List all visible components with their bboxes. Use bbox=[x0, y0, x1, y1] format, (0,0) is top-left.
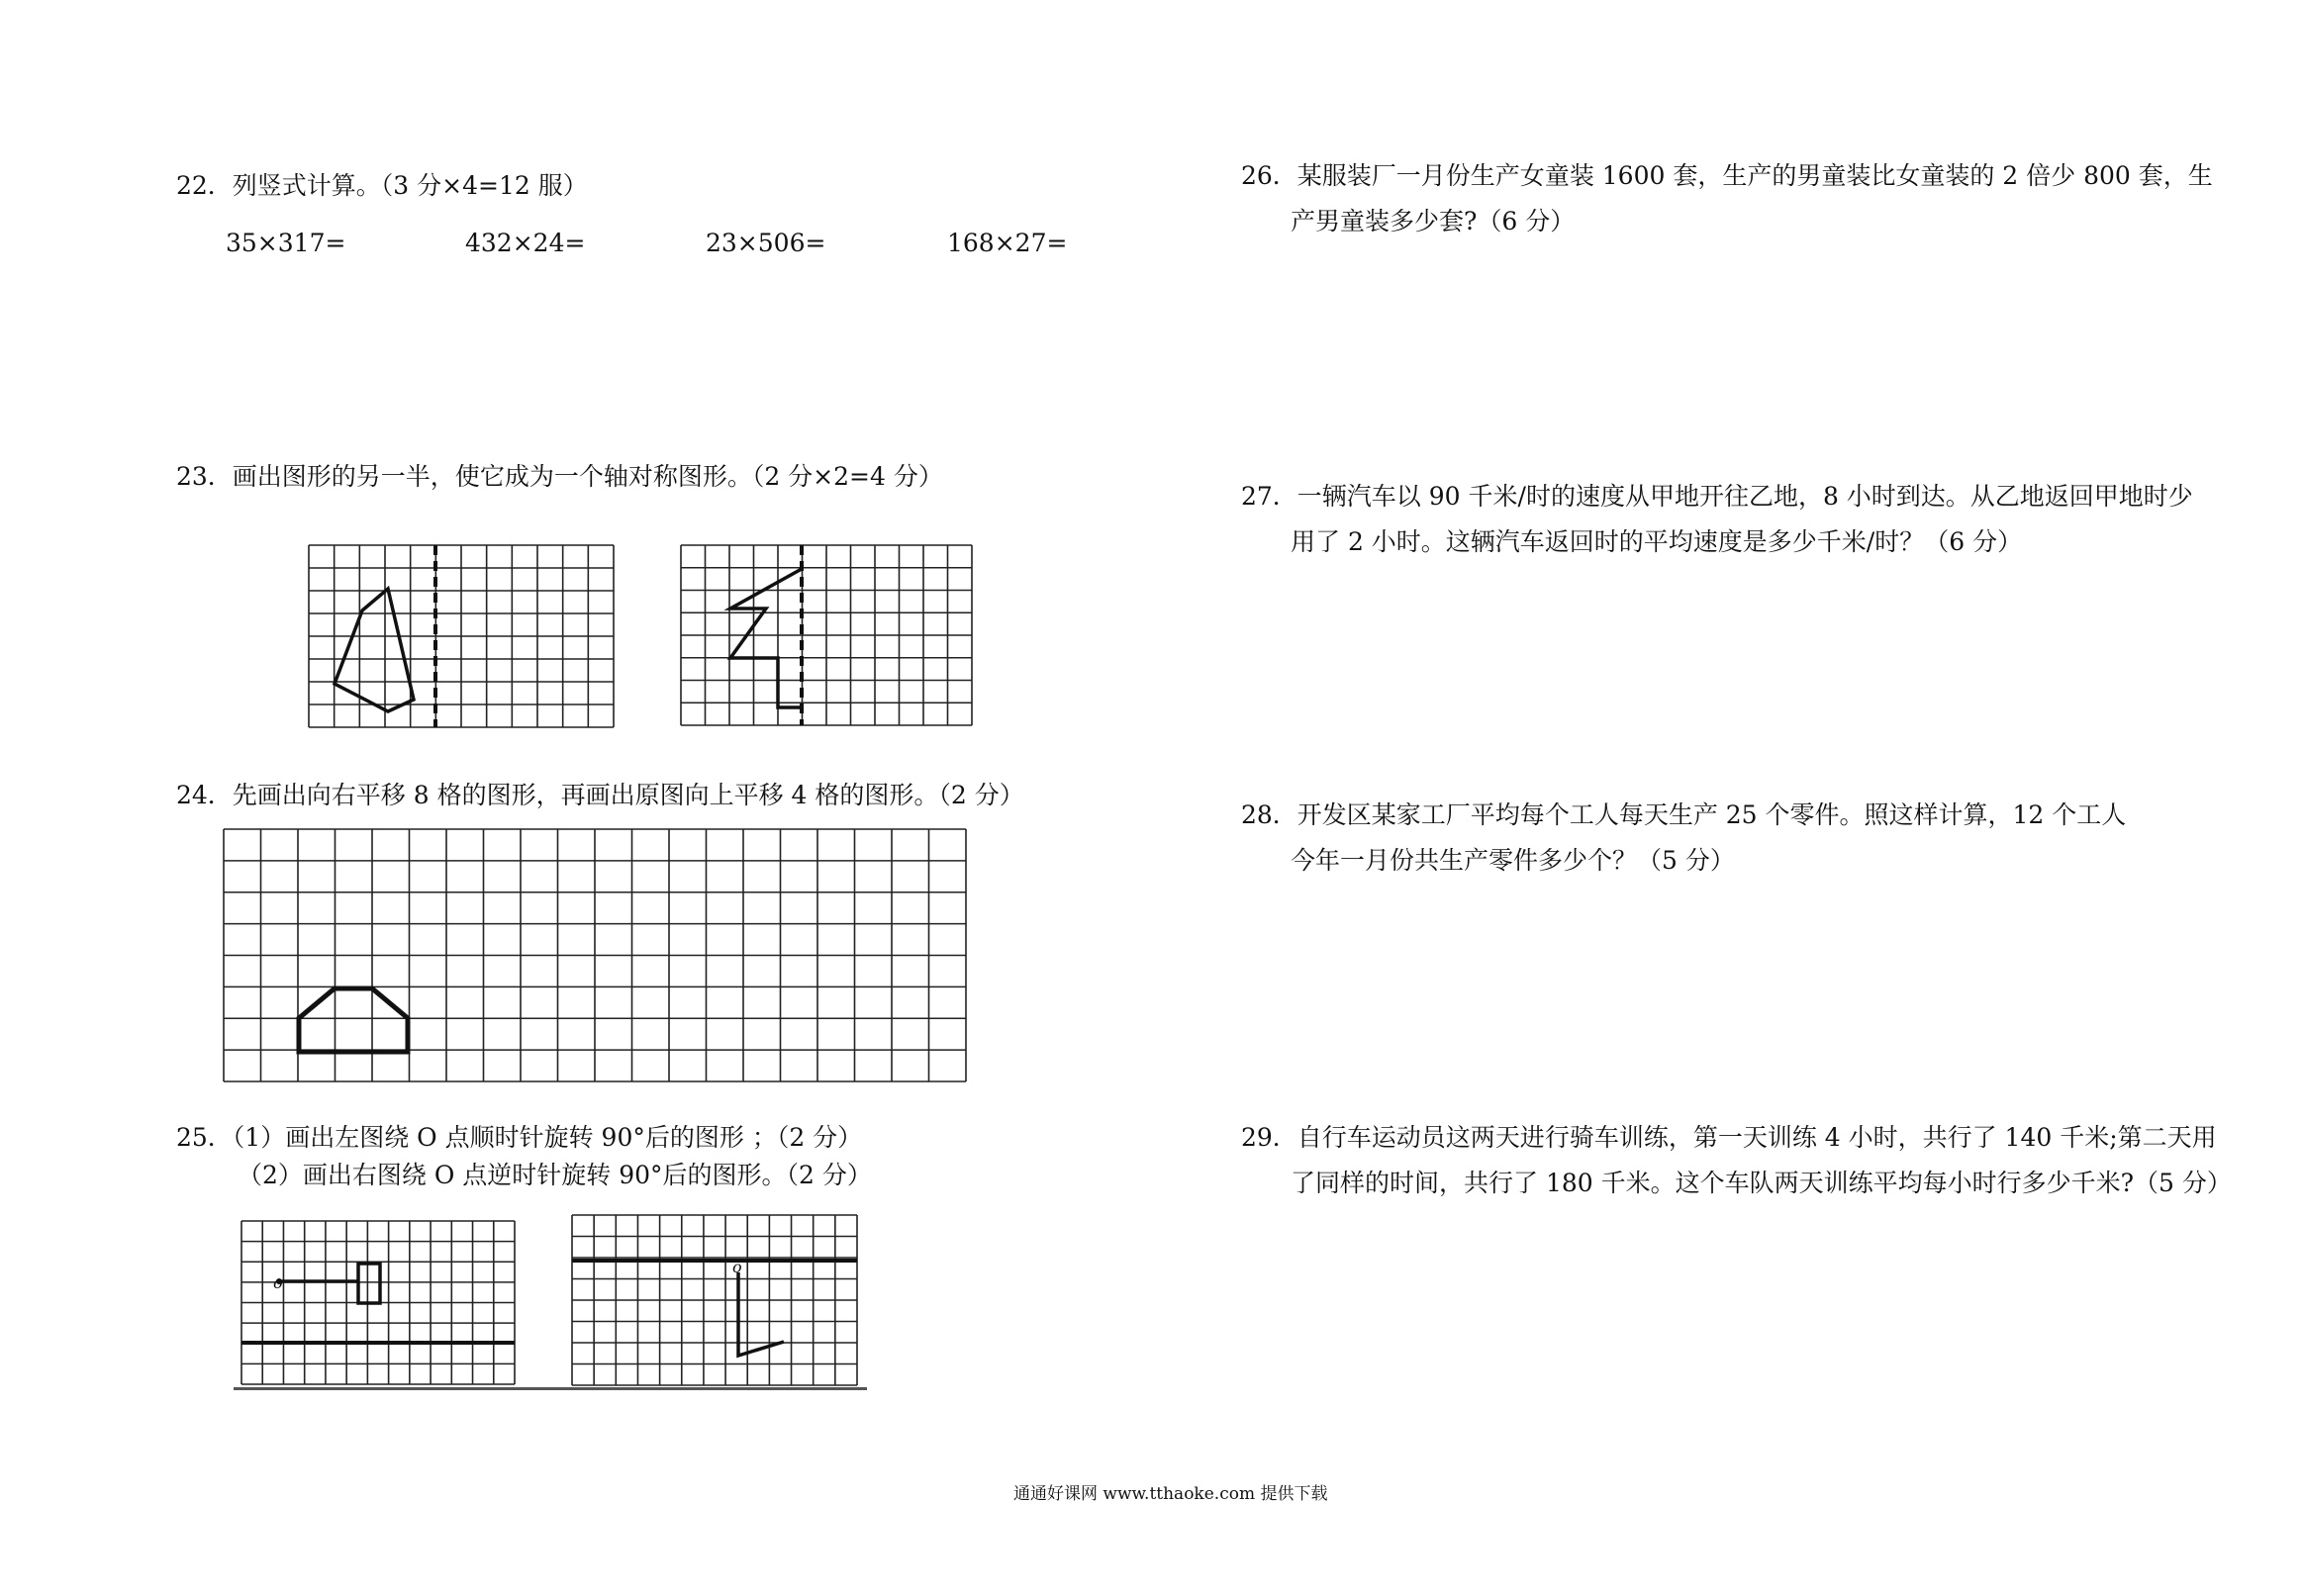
q25-baseline bbox=[234, 1387, 867, 1390]
footer: 通通好课网 www.tthaoke.com 提供下载 bbox=[1013, 1484, 1328, 1504]
q22-expr-2: 432×24= bbox=[465, 229, 586, 257]
q23-left-shape bbox=[335, 589, 414, 711]
q24-shape bbox=[299, 988, 408, 1052]
q28-line2: 今年一月份共生产零件多少个？（5 分） bbox=[1291, 846, 1735, 875]
q23-grid-right[interactable] bbox=[681, 545, 972, 725]
q27-line2: 用了 2 小时。这辆汽车返回时的平均速度是多少千米/时？（6 分） bbox=[1291, 527, 2023, 556]
q22-title: 22．列竖式计算。（3 分×4=12 服） bbox=[176, 171, 588, 200]
q24-grid[interactable] bbox=[224, 829, 966, 1081]
q23-grid-left[interactable] bbox=[309, 545, 614, 727]
q26-line2: 产男童装多少套?（6 分） bbox=[1291, 207, 1576, 235]
q23-title: 23．画出图形的另一半，使它成为一个轴对称图形。（2 分×2=4 分） bbox=[176, 462, 943, 491]
q29-line2: 了同样的时间，共行了 180 千米。这个车队两天训练平均每小时行多少千米?（5 分） bbox=[1291, 1169, 2232, 1197]
q25-title: 25．（1）画出左图绕 O 点顺时针旋转 90°后的图形 ；（2 分） bbox=[176, 1123, 863, 1152]
q29-line1: 29．自行车运动员这两天进行骑车训练，第一天训练 4 小时，共行了 140 千米;第二天用 bbox=[1241, 1123, 2217, 1152]
q24-title: 24．先画出向右平移 8 格的图形，再画出原图向上平移 4 格的图形。（2 分） bbox=[176, 781, 1024, 809]
q22-expr-1: 35×317= bbox=[226, 229, 346, 257]
q25-grid-left[interactable] bbox=[241, 1221, 515, 1384]
point-o-label: o bbox=[732, 1258, 742, 1276]
q22-expr-3: 23×506= bbox=[706, 229, 826, 257]
point-o-label: o bbox=[273, 1273, 283, 1292]
q28-line1: 28．开发区某家工厂平均每个工人每天生产 25 个零件。照这样计算，12 个工人 bbox=[1241, 800, 2127, 829]
q25-line2: （2）画出右图绕 O 点逆时针旋转 90°后的图形。（2 分） bbox=[238, 1161, 872, 1189]
q25-grid-right[interactable] bbox=[572, 1215, 857, 1385]
q27-line1: 27．一辆汽车以 90 千米/时的速度从甲地开往乙地，8 小时到达。从乙地返回甲地时少 bbox=[1241, 482, 2193, 511]
q26-line1: 26．某服装厂一月份生产女童装 1600 套，生产的男童装比女童装的 2 倍少 800 套，生 bbox=[1241, 161, 2213, 190]
q25-left-rect bbox=[358, 1264, 380, 1303]
q22-expr-4: 168×27= bbox=[947, 229, 1068, 257]
